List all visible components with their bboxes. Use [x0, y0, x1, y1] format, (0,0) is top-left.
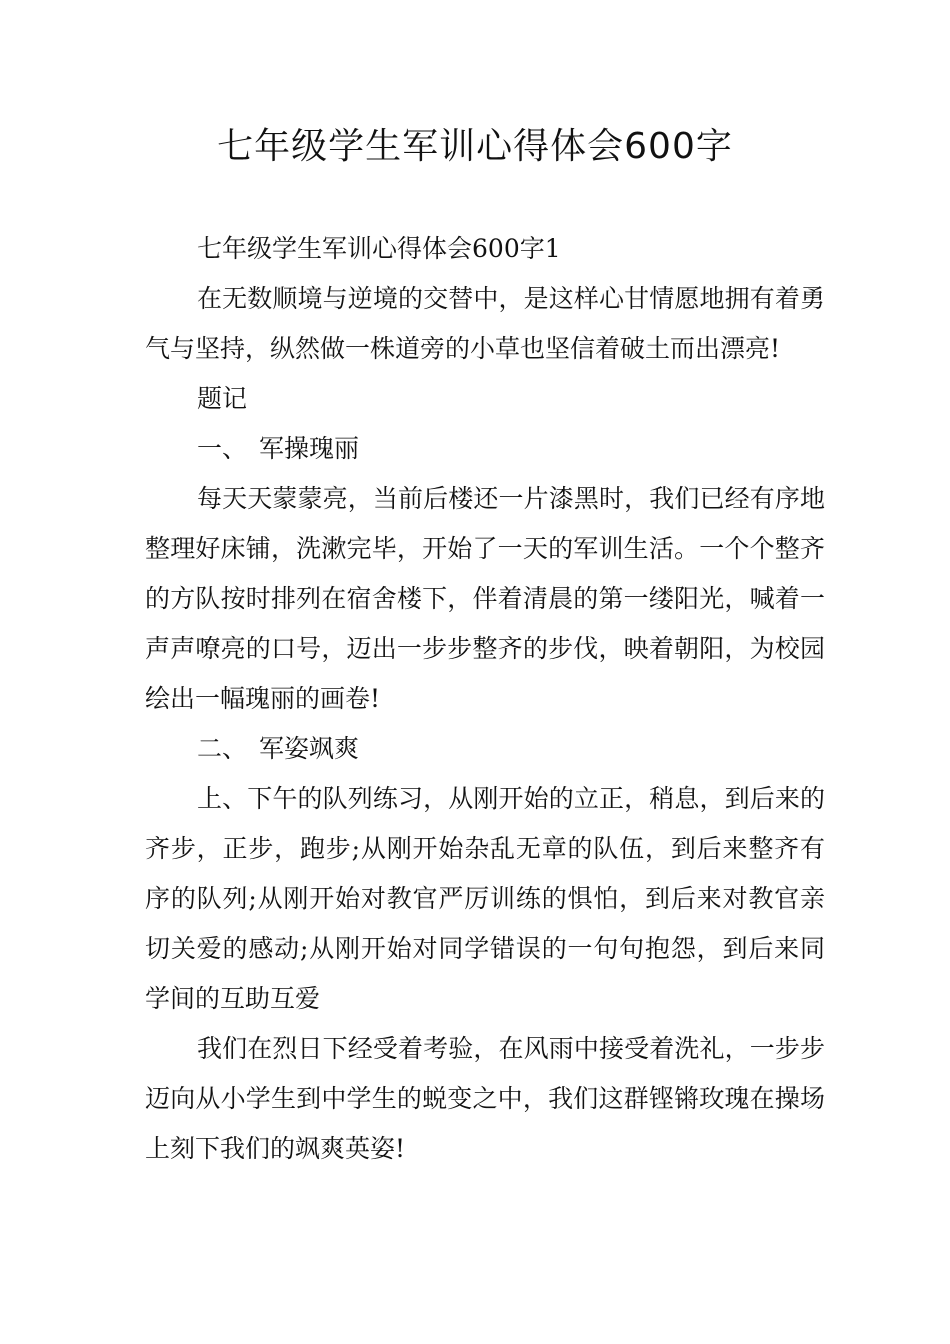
document-title: 七年级学生军训心得体会600字: [217, 126, 733, 167]
body-paragraph: 上、下午的队列练习，从刚开始的立正，稍息，到后来的齐步，正步，跑步;从刚开始杂乱无章的队伍，到后来整齐有序的队列;从刚开始对教官严厉训练的惧怕，到后来对教官亲切关爱的感动;从刚开始对同学错误的一句句抱怨，到后来同学间的互助互爱: [145, 784, 825, 1013]
body-paragraph: 我们在烈日下经受着考验，在风雨中接受着洗礼，一步步迈向从小学生到中学生的蜕变之中，我们这群铿锵玫瑰在操场上刻下我们的飒爽英姿!: [145, 1034, 825, 1163]
section-title: 军姿飒爽: [259, 734, 360, 763]
section-number: 一、: [197, 434, 248, 463]
section-title: 军操瑰丽: [259, 434, 360, 463]
intro-paragraph: 在无数顺境与逆境的交替中，是这样心甘情愿地拥有着勇气与坚持，纵然做一株道旁的小草也坚信着破土而出漂亮!: [145, 284, 825, 363]
epigraph-label: 题记: [197, 384, 248, 413]
section-heading-2: [145, 724, 825, 774]
section-heading-1: [145, 424, 825, 474]
document-body: [145, 224, 825, 1174]
body-paragraph: 每天天蒙蒙亮，当前后楼还一片漆黑时，我们已经有序地整理好床铺，洗漱完毕，开始了一天的军训生活。一个个整齐的方队按时排列在宿舍楼下，伴着清晨的第一缕阳光，喊着一声声嘹亮的口号，迈出一步步整齐的步伐，映着朝阳，为校园绘出一幅瑰丽的画卷!: [145, 484, 825, 713]
section-number: 二、: [197, 734, 248, 763]
article-subtitle: 七年级学生军训心得体会600字1: [197, 234, 561, 263]
